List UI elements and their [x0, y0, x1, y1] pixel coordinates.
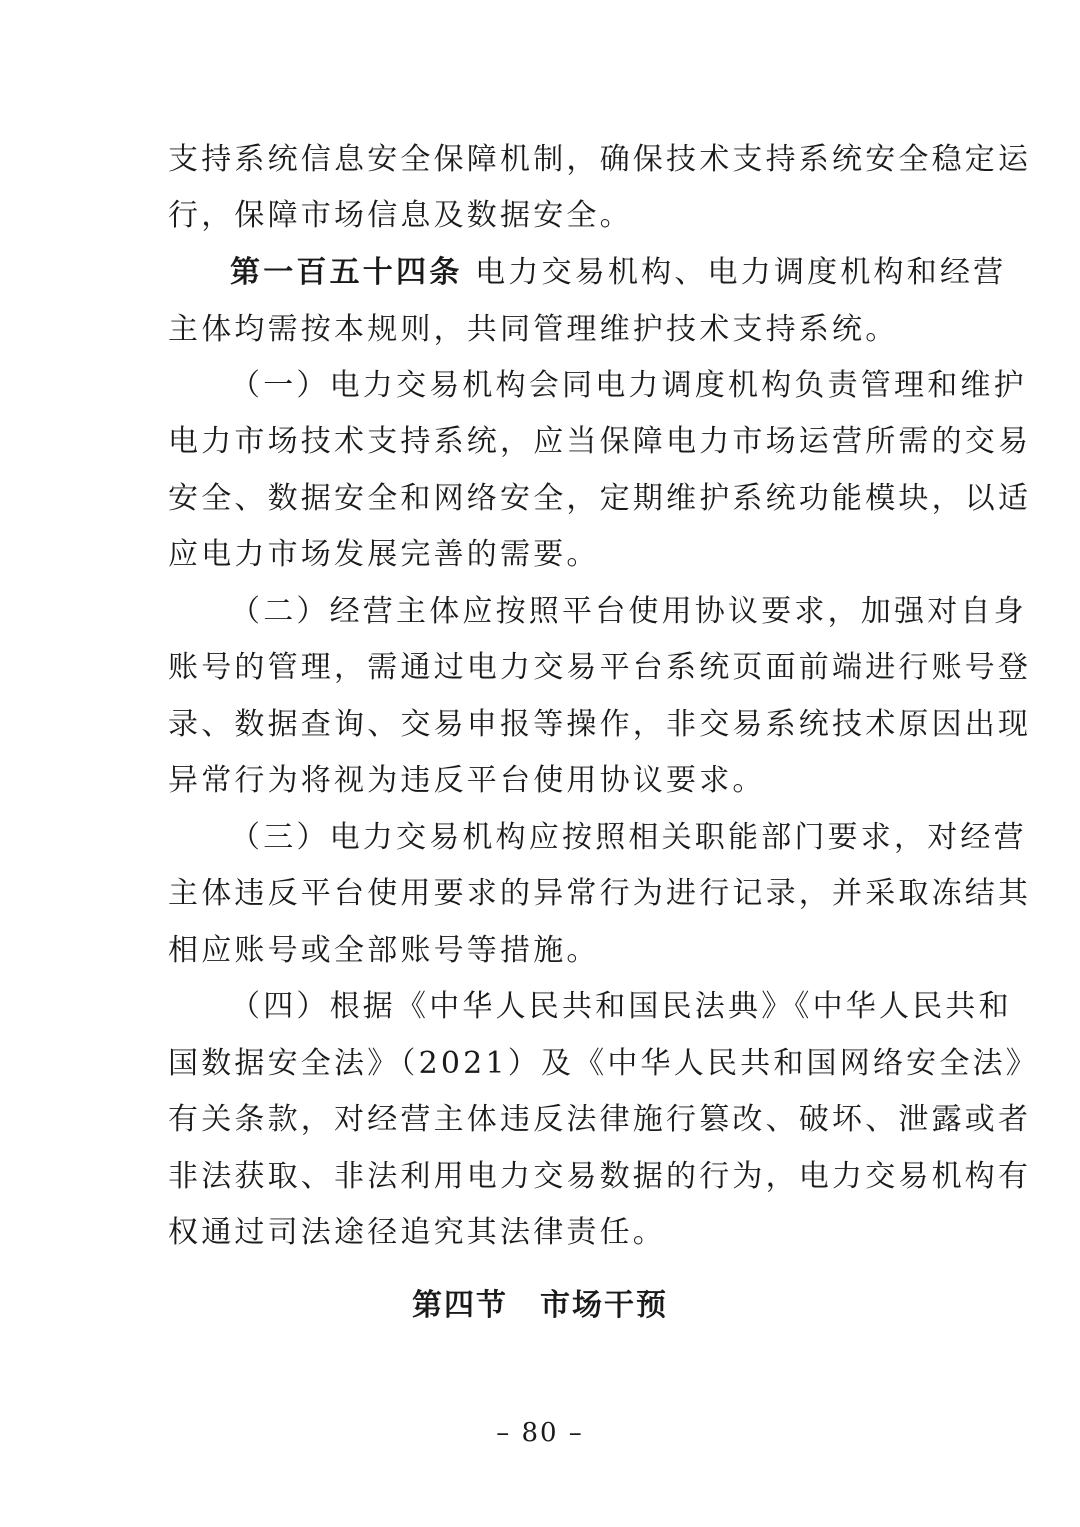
clause-2-line-1: （二）经营主体应按照平台使用协议要求，加强对自身 [230, 594, 1027, 629]
page-number: – 80 – [496, 1418, 584, 1448]
article-154-first-line [230, 253, 1007, 293]
clause-2-line-4: 异常行为将视为违反平台使用协议要求。 [168, 763, 766, 798]
clause-3-line-3: 相应账号或全部账号等措施。 [168, 933, 600, 968]
clause-4-line-2: 国数据安全法》（2021）及《中华人民共和国网络安全法》 [168, 1046, 1039, 1081]
clause-1-line-4: 应电力市场发展完善的需要。 [168, 537, 600, 572]
clause-4-line-1: （四）根据《中华人民共和国民法典》《中华人民共和 [230, 989, 1012, 1024]
clause-2-line-2: 账号的管理，需通过电力交易平台系统页面前端进行账号登 [168, 650, 1032, 685]
clause-3-line-2: 主体违反平台使用要求的异常行为进行记录，并采取冻结其 [168, 876, 1032, 911]
text-line-2: 行，保障市场信息及数据安全。 [168, 198, 633, 233]
section-heading: 第四节 市场干预 [412, 1288, 668, 1323]
clause-4-line-4: 非法获取、非法利用电力交易数据的行为，电力交易机构有 [168, 1159, 1032, 1194]
clause-1-line-3: 安全、数据安全和网络安全，定期维护系统功能模块，以适 [168, 481, 1032, 516]
clause-2-line-3: 录、数据查询、交易申报等操作，非交易系统技术原因出现 [168, 707, 1032, 742]
text-line-1: 支持系统信息安全保障机制，确保技术支持系统安全稳定运 [168, 142, 1032, 177]
article-154-text: 电力交易机构、电力调度机构和经营 [475, 255, 1007, 290]
clause-4-line-3: 有关条款，对经营主体违反法律施行篡改、破坏、泄露或者 [168, 1102, 1032, 1137]
clause-3-line-1: （三）电力交易机构应按照相关职能部门要求，对经营 [230, 820, 1027, 855]
text-line-4: 主体均需按本规则，共同管理维护技术支持系统。 [168, 312, 899, 347]
article-154-title: 第一百五十四条 [230, 255, 463, 290]
clause-4-line-5: 权通过司法途径追究其法律责任。 [168, 1215, 666, 1250]
clause-1-line-2: 电力市场技术支持系统，应当保障电力市场运营所需的交易 [168, 424, 1032, 459]
clause-1-line-1: （一）电力交易机构会同电力调度机构负责管理和维护 [230, 368, 1027, 403]
